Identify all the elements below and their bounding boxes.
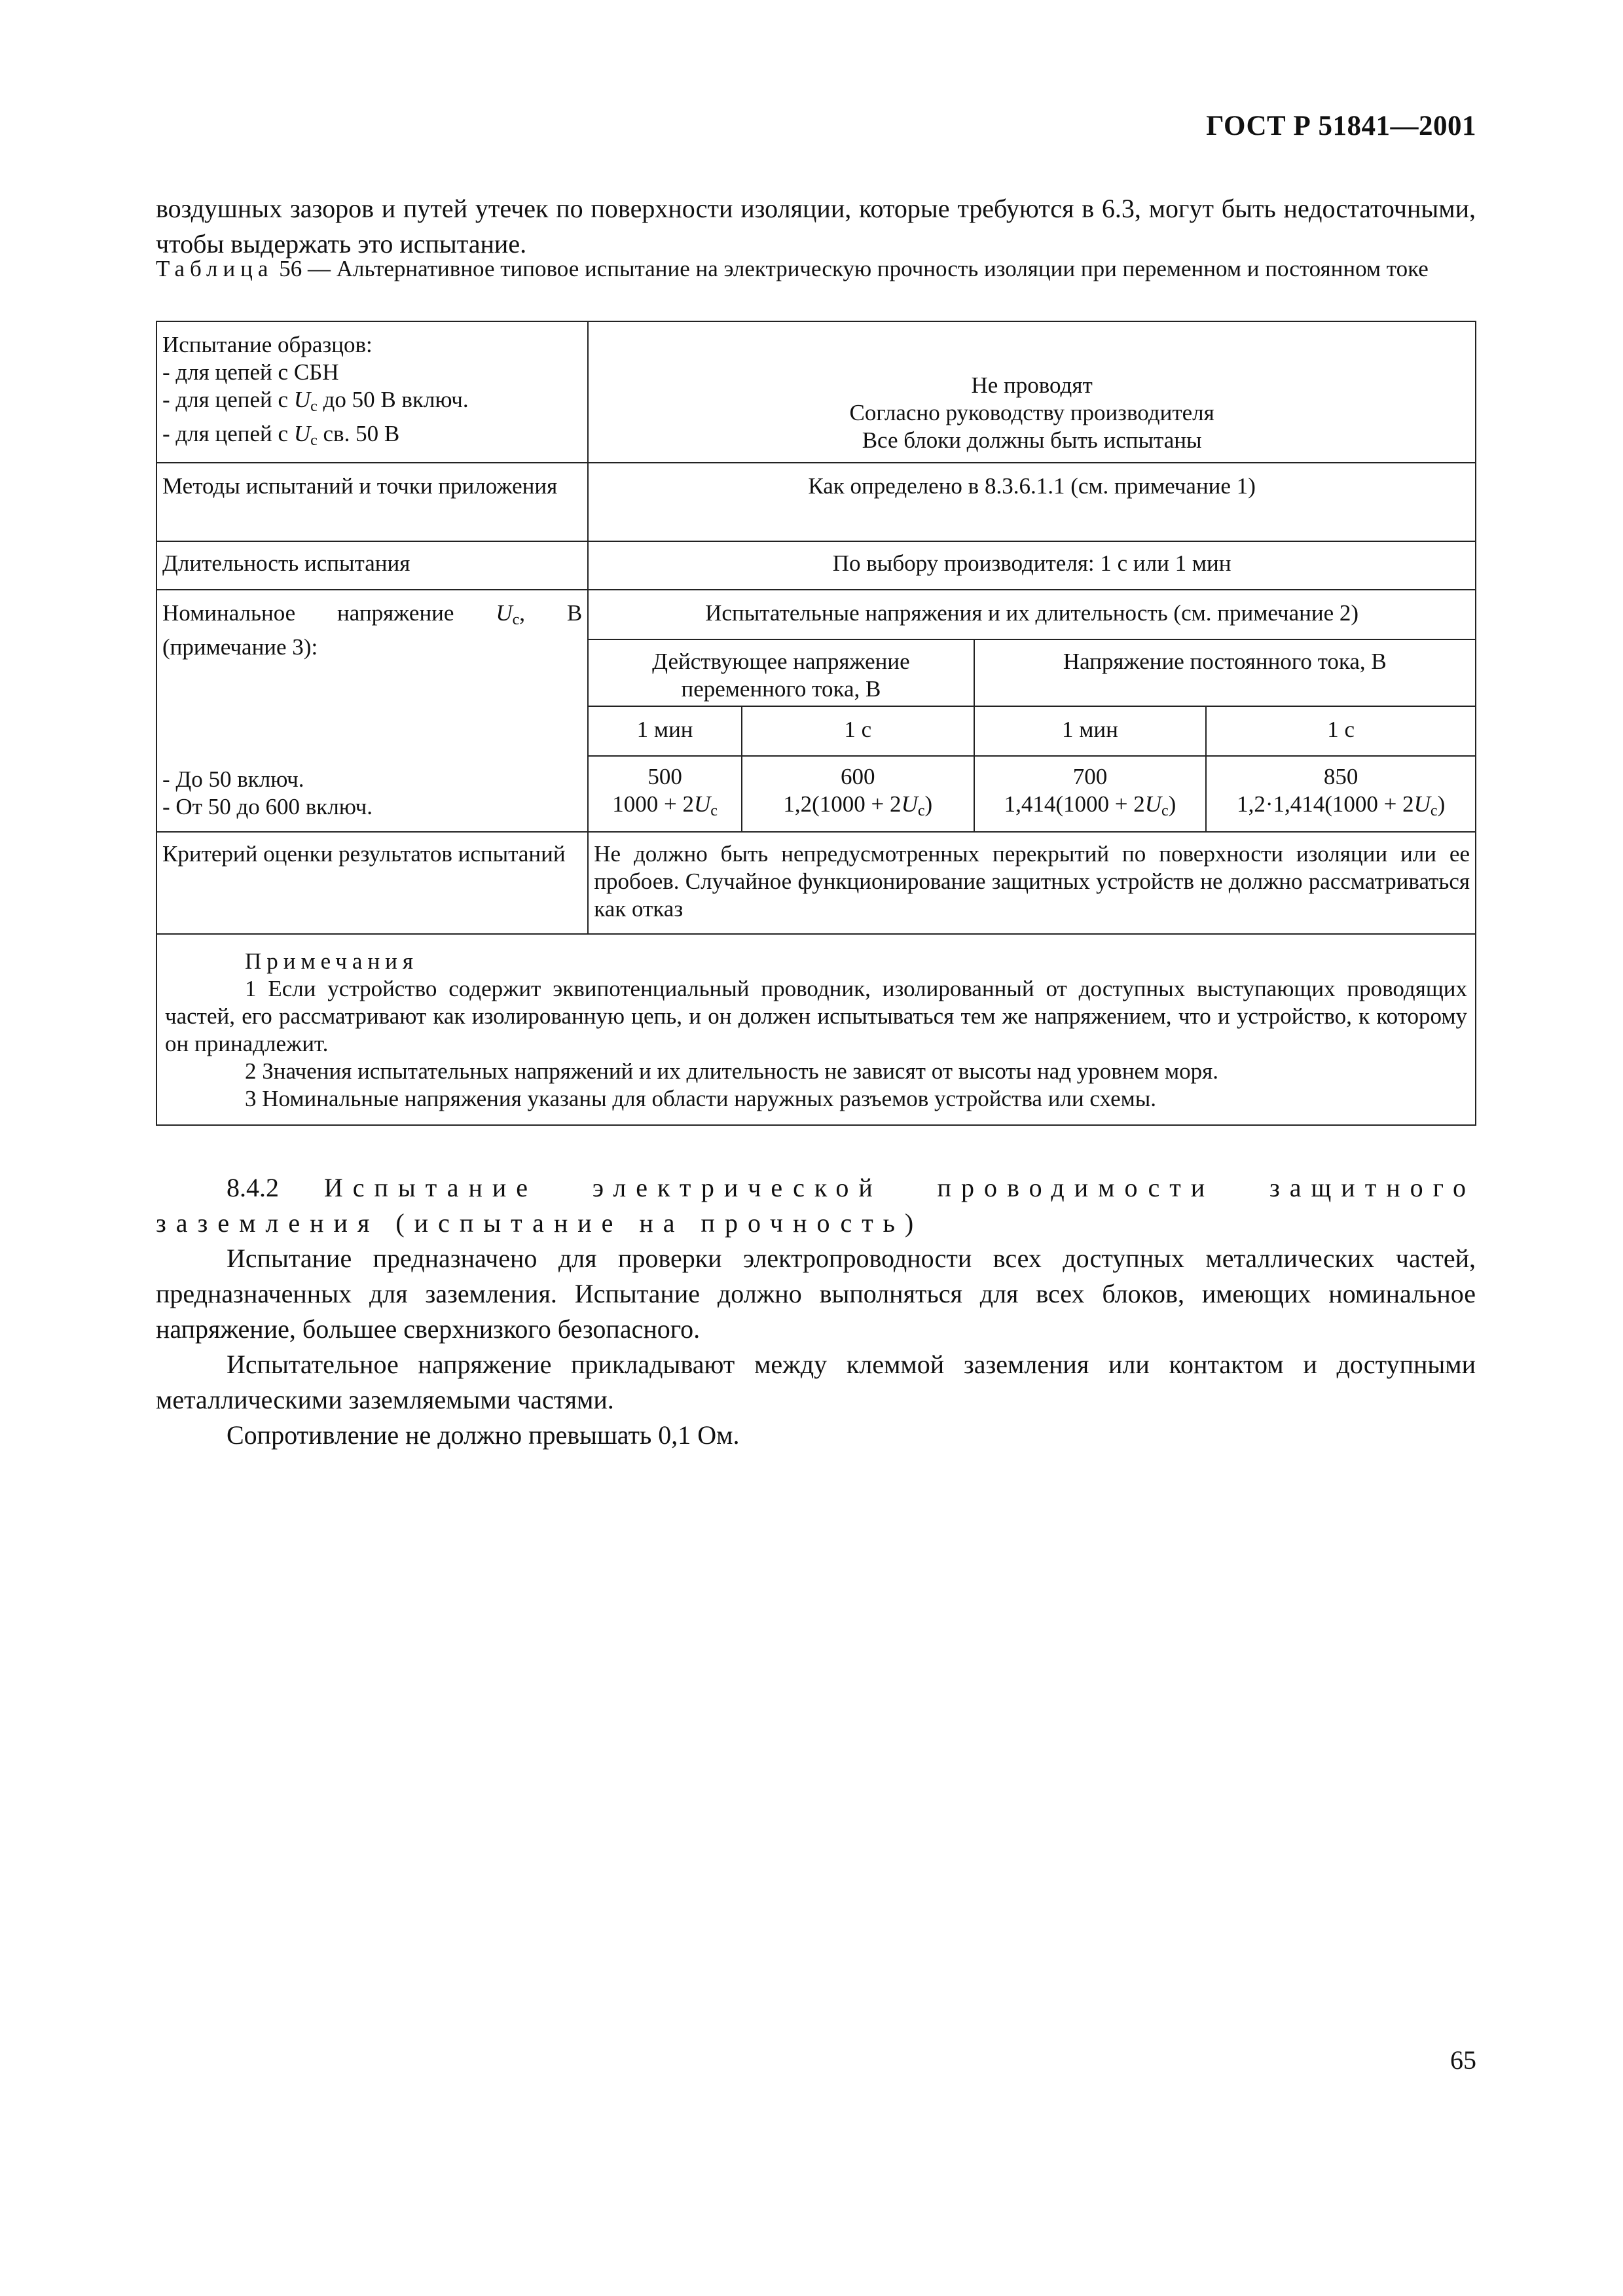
table-caption-text: 56 — Альтернативное типовое испытание на электрическую прочность изоляции при переменном и постоянном токе [273,256,1429,281]
samples-result-cell [588,321,1476,463]
table-caption [156,255,1459,283]
section-paragraph-2: Испытательное напряжение прикладывают между клеммой заземления или контактом и доступными металлическими заземляемыми частями. [156,1350,1476,1414]
u-symbol: U [694,791,711,817]
nominal-voltage-item-1: - До 50 включ. [162,766,304,792]
table-row-duration [156,541,1476,590]
section-title: Испытание электрической проводимости защитного заземления (испытание на прочность) [156,1173,1476,1238]
value-50-600 [748,791,968,825]
notes-title: Примечания [245,948,419,974]
table-row-voltage-header [156,590,1476,639]
samples-item-upto50-pre: - для цепей с [162,387,294,412]
u-subscript: c [1161,802,1169,819]
value-formula-end: ) [1168,791,1176,817]
section-paragraph-1: Испытание предназначено для проверки электропроводности всех доступных металлических частей, предназначенных для заземления. Испытание должно выполняться для всех блоков, имеющих номинальное напряжение, большее сверхнизкого безопасного. [156,1244,1476,1344]
samples-cell [156,321,588,463]
dur-ac-1min: 1 мин [588,706,742,756]
u-subscript: c [917,802,925,819]
duration-label: Длительность испытания [156,541,588,590]
table-caption-label: Таблица [156,256,274,281]
value-50-600 [1212,791,1470,825]
u-symbol: U [1413,791,1431,817]
u-symbol: U [293,387,311,412]
section-8-4-2 [156,1170,1476,1453]
dur-dc-1min: 1 мин [974,706,1207,756]
section-number: 8.4.2 [227,1173,324,1202]
table-row-criteria [156,832,1476,934]
ac-voltage-header: Действующее напряжение переменного тока, В [588,639,974,706]
methods-label: Методы испытаний и точки приложения [156,463,588,541]
samples-item-over50-post: св. 50 В [317,421,400,446]
table-row-notes [156,934,1476,1125]
document-header: ГОСТ Р 51841—2001 [1206,111,1476,141]
u-subscript: c [512,611,520,628]
u-subscript: c [1430,802,1438,819]
u-symbol: U [293,421,311,446]
value-formula-end: ) [924,791,933,817]
value-50-600 [980,791,1201,825]
page-number: 65 [1450,2045,1476,2075]
value-50-600 [594,791,736,825]
dur-ac-1s: 1 с [742,706,974,756]
u-symbol: U [901,791,918,817]
criteria-label: Критерий оценки результатов испытаний [156,832,588,934]
value-formula: 1,2·1,414(1000 + 2 [1237,791,1414,817]
table-row-samples [156,321,1476,463]
intro-paragraph: воздушных зазоров и путей утечек по поверхности изоляции, которые требуются в 6.3, могут быть недостаточными, чтобы выдержать это испытание. [156,194,1476,259]
section-heading [156,1170,1476,1241]
value-formula: 1000 + 2 [612,791,694,817]
samples-item-upto50 [162,386,582,420]
samples-item-over50 [162,420,582,454]
value-formula-end: ) [1437,791,1446,817]
nominal-voltage-item-2: - От 50 до 600 включ. [162,794,373,819]
note-1: 1 Если устройство содержит эквипотенциальный проводник, изолированный от доступных выступающих проводящих частей, его рассматривают как изолированную цепь, и он должен испытываться тем же напряжением, что и устройство, к которому он принадлежит. [165,976,1467,1056]
samples-result-3: Все блоки должны быть испытаны [862,427,1202,453]
table-notes [156,934,1476,1125]
nominal-voltage-items [162,766,373,821]
u-subscript: c [310,398,318,415]
samples-title: Испытание образцов: [162,332,373,357]
nominal-voltage-label-pre: Номинальное напряжение [162,600,496,626]
nominal-voltage-cell [156,590,588,832]
dur-dc-1s: 1 с [1206,706,1476,756]
value-upto50: 700 [1072,764,1108,789]
value-upto50: 500 [647,764,682,789]
u-subscript: c [710,802,718,819]
value-ac-1s [742,756,974,832]
samples-result-1: Не проводят [971,372,1093,398]
value-formula: 1,2(1000 + 2 [783,791,902,817]
samples-item-sbn: - для цепей с СБН [162,359,339,385]
u-symbol: U [496,600,513,626]
samples-item-over50-pre: - для цепей с [162,421,294,446]
value-upto50: 850 [1323,764,1359,789]
dc-voltage-header: Напряжение постоянного тока, В [974,639,1476,706]
note-2: 2 Значения испытательных напряжений и их длительность не зависят от высоты над уровнем моря. [245,1058,1218,1084]
u-symbol: U [1144,791,1161,817]
value-upto50: 600 [841,764,875,789]
samples-result-2: Согласно руководству производителя [849,400,1214,425]
criteria-value: Не должно быть непредусмотренных перекрытий по поверхности изоляции или ее пробоев. Случайное функционирование защитных устройств не должно рассматриваться как отказ [588,832,1476,934]
section-paragraph-3: Сопротивление не должно превышать 0,1 Ом. [227,1420,740,1450]
nominal-voltage-label-post: , В (примечание 3): [162,600,583,660]
nominal-voltage-label [162,600,582,661]
value-dc-1min [974,756,1207,832]
u-subscript: c [310,432,318,449]
samples-item-upto50-post: до 50 В включ. [317,387,469,412]
value-ac-1min [588,756,742,832]
note-3: 3 Номинальные напряжения указаны для области наружных разъемов устройства или схемы. [245,1086,1157,1111]
value-dc-1s [1206,756,1476,832]
test-voltages-header: Испытательные напряжения и их длительность (см. примечание 2) [588,590,1476,639]
methods-value: Как определено в 8.3.6.1.1 (см. примечание 1) [588,463,1476,541]
table-56 [156,321,1476,1126]
table-row-methods [156,463,1476,541]
value-formula: 1,414(1000 + 2 [1004,791,1145,817]
duration-value: По выбору производителя: 1 с или 1 мин [588,541,1476,590]
